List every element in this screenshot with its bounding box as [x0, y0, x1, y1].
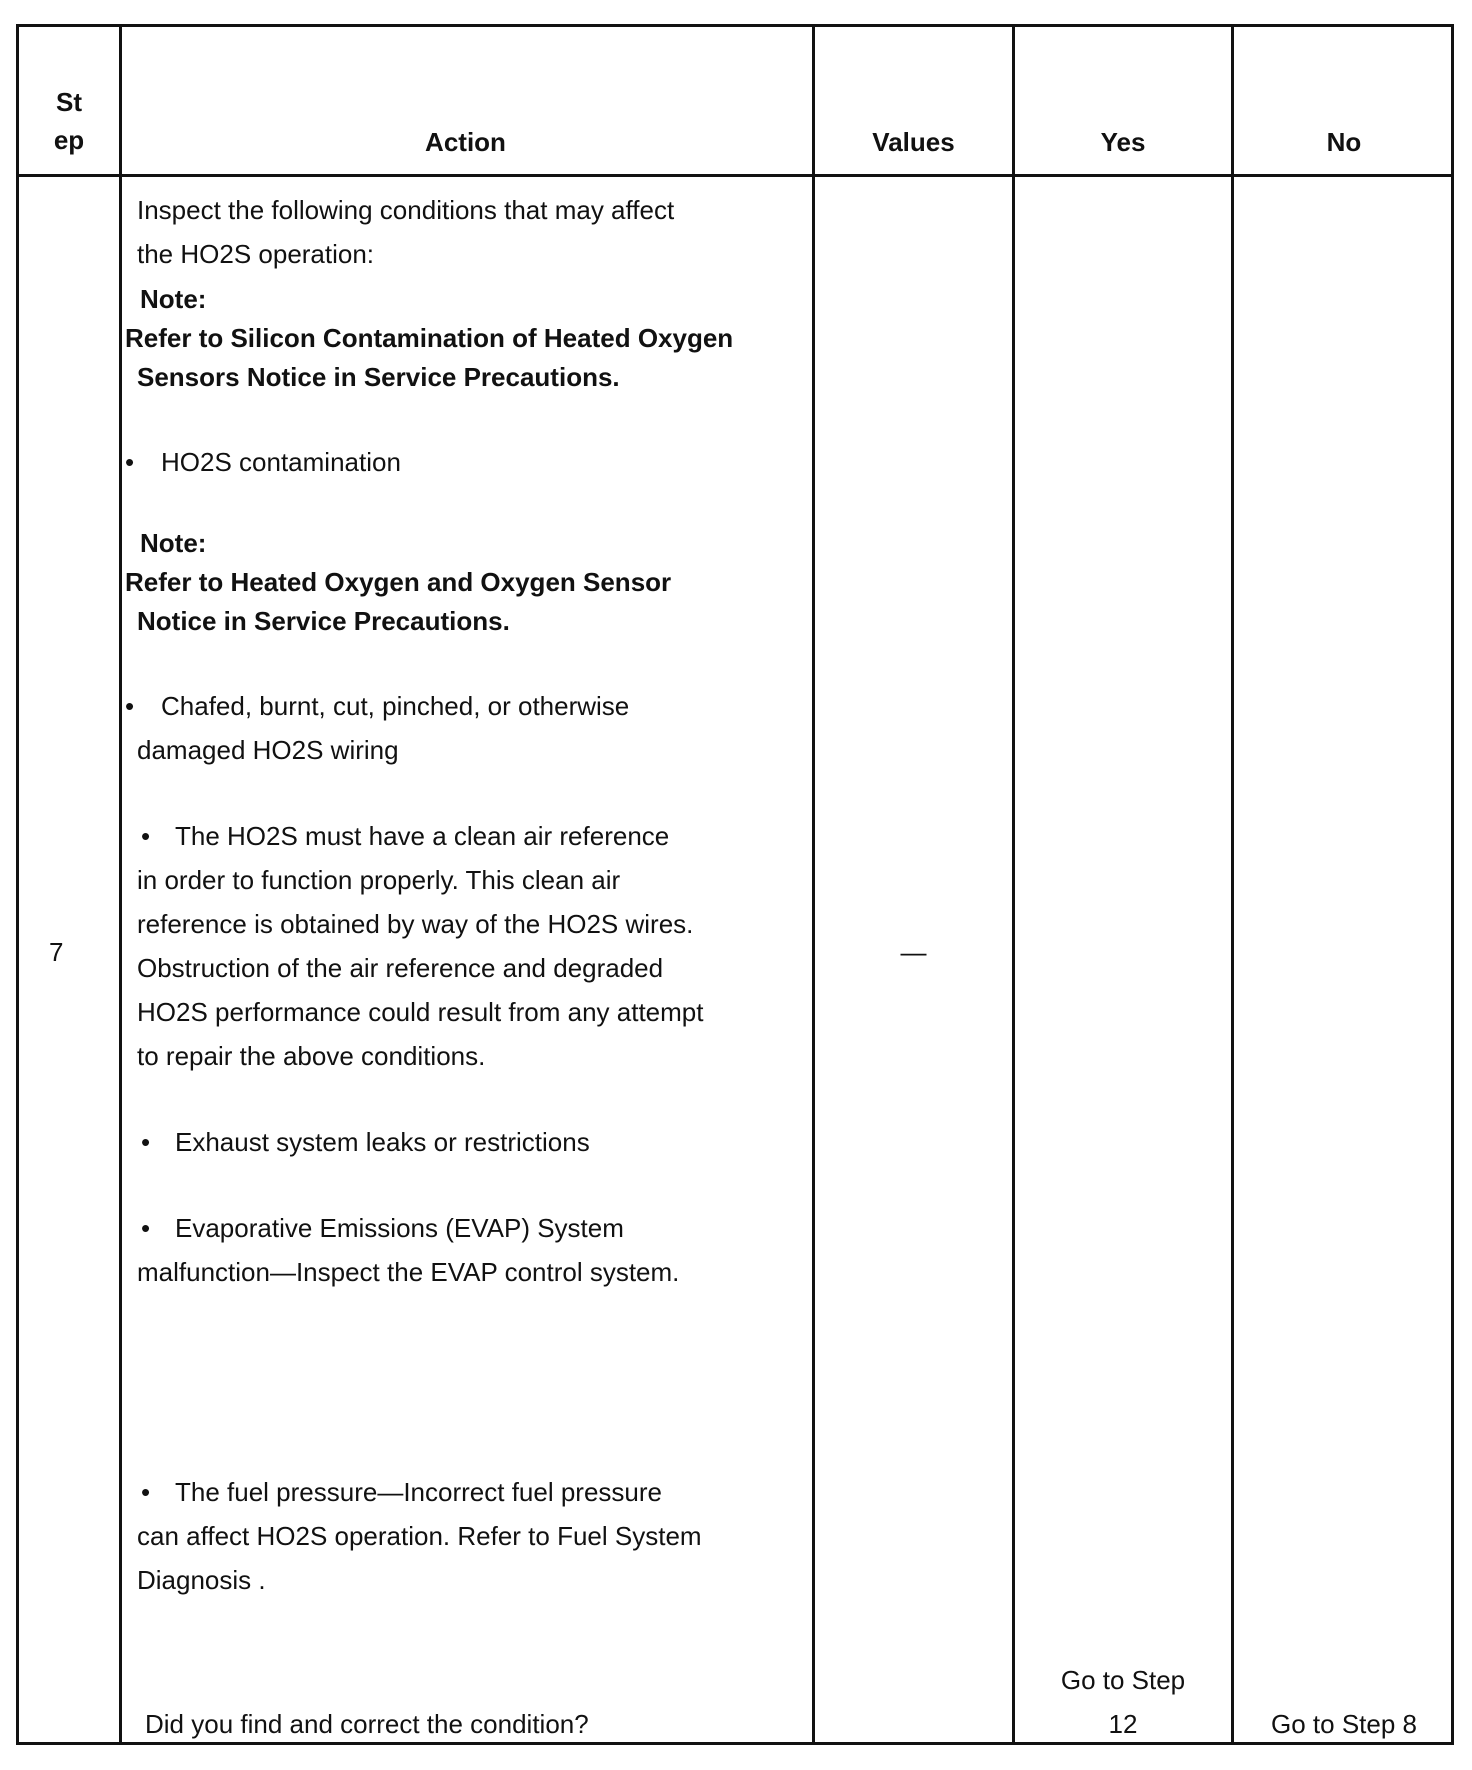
bullet-text: reference is obtained by way of the HO2S wires.	[137, 909, 694, 939]
header-action: Action	[425, 127, 506, 157]
bullet-mark: •	[141, 821, 151, 851]
bullet-text: HO2S performance could result from any attempt	[137, 997, 704, 1027]
bullet-mark: •	[125, 447, 135, 477]
bullet-text: Diagnosis .	[137, 1565, 266, 1595]
note-text: Sensors Notice in Service Precautions.	[137, 362, 620, 392]
note-text: Refer to Heated Oxygen and Oxygen Sensor	[125, 567, 672, 597]
bullet-text: The fuel pressure—Incorrect fuel pressure	[175, 1477, 662, 1507]
bullet-mark: •	[125, 691, 135, 721]
header-step-line2: ep	[53, 125, 85, 155]
bullet-text: to repair the above conditions.	[137, 1041, 486, 1071]
column-divider	[1231, 27, 1234, 1742]
intro-line: the HO2S operation:	[137, 239, 375, 269]
bullet-text: Evaporative Emissions (EVAP) System	[175, 1213, 624, 1243]
bullet-text: malfunction—Inspect the EVAP control system.	[137, 1257, 680, 1287]
no-result: Go to Step 8	[1271, 1709, 1417, 1739]
header-yes: Yes	[1100, 127, 1146, 157]
bullet-text: Exhaust system leaks or restrictions	[175, 1127, 590, 1157]
header-step	[19, 83, 119, 159]
bullet-text: The HO2S must have a clean air reference	[175, 821, 670, 851]
intro-line: Inspect the following conditions that may affect	[137, 195, 675, 225]
header-values: Values	[872, 127, 955, 157]
column-divider	[119, 27, 122, 1742]
column-divider	[812, 27, 815, 1742]
step-number: 7	[49, 937, 64, 967]
bullet-text: Obstruction of the air reference and degraded	[137, 953, 664, 983]
yes-result-line2: 12	[1108, 1709, 1138, 1739]
bullet-mark: •	[141, 1213, 151, 1243]
bullet-text: damaged HO2S wiring	[137, 735, 399, 765]
bullet-text: in order to function properly. This clean air	[137, 865, 621, 895]
yes-result-line1: Go to Step	[1060, 1665, 1186, 1695]
yes-result	[1015, 1658, 1231, 1746]
bullet-mark: •	[141, 1127, 151, 1157]
note-text: Refer to Silicon Contamination of Heated Oxygen	[125, 323, 734, 353]
bullet-mark: •	[141, 1477, 151, 1507]
bullet-text: can affect HO2S operation. Refer to Fuel System	[137, 1521, 702, 1551]
values-cell: —	[900, 937, 927, 967]
column-divider	[1012, 27, 1015, 1742]
note-text: Notice in Service Precautions.	[137, 606, 510, 636]
note-label: Note:	[140, 284, 207, 314]
diagnostic-table	[16, 24, 1454, 1745]
header-no: No	[1326, 127, 1362, 157]
bullet-text: Chafed, burnt, cut, pinched, or otherwise	[161, 691, 630, 721]
header-step-line1: St	[56, 87, 82, 117]
bullet-text: HO2S contamination	[161, 447, 401, 477]
note-label: Note:	[140, 528, 207, 558]
header-divider	[19, 174, 1451, 177]
question-text: Did you find and correct the condition?	[145, 1709, 589, 1739]
